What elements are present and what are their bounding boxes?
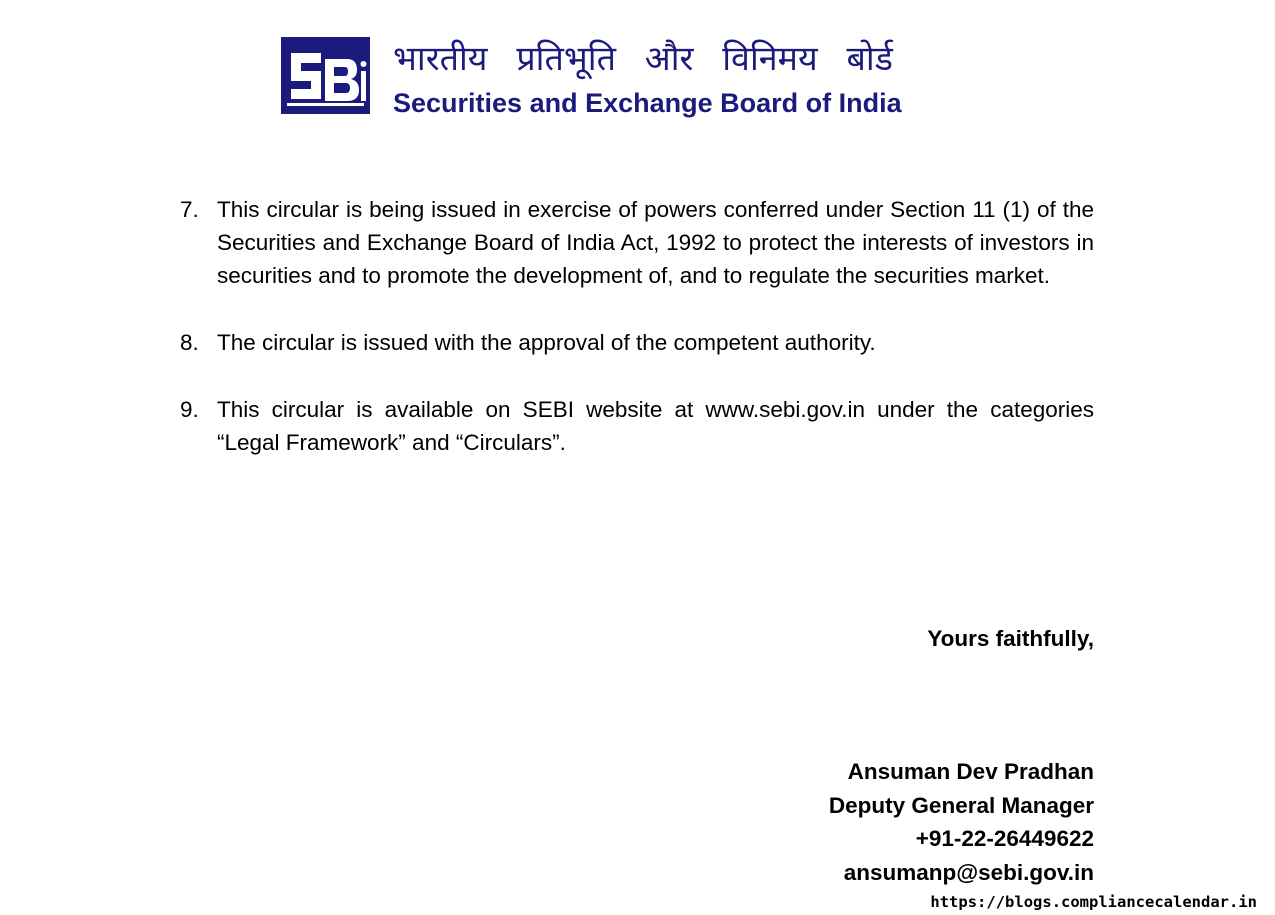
paragraph-text: This circular is being issued in exercise of powers conferred under Section 11 (1) of the Securities and Exchange Board of India Act, 1992 to protect the interests of investors in securities and to promote the development of, and to regulate the securities market. (217, 197, 1094, 288)
paragraph-number: 8. (180, 330, 199, 355)
closing-salutation: Yours faithfully, (927, 626, 1094, 651)
circular-paragraphs (180, 193, 1094, 459)
signatory-email: ansumanp@sebi.gov.in (843, 859, 1094, 885)
org-name-hindi: भारतीय प्रतिभूति और विनिमय बोर्ड (393, 39, 893, 79)
paragraph-text: This circular is available on SEBI website at www.sebi.gov.in under the categories “Legal Framework” and “Circulars”. (217, 397, 1094, 455)
signatory-block (829, 755, 1094, 889)
paragraph-number: 9. (180, 397, 199, 422)
sebi-logo-icon (281, 37, 370, 114)
signatory-designation: Deputy General Manager (828, 792, 1094, 818)
signatory-name: Ansuman Dev Pradhan (847, 759, 1094, 784)
paragraph-number: 7. (180, 197, 199, 222)
paragraph-9 (180, 393, 1094, 459)
signatory-phone: +91-22-26449622 (915, 826, 1094, 851)
org-name-english: Securities and Exchange Board of India (393, 88, 902, 118)
letterhead (281, 36, 981, 118)
paragraph-8 (180, 326, 1094, 359)
paragraph-7 (180, 193, 1094, 292)
watermark-url: https://blogs.compliancecalendar.in (930, 893, 1257, 911)
paragraph-text: The circular is issued with the approval of the competent authority. (217, 330, 876, 355)
